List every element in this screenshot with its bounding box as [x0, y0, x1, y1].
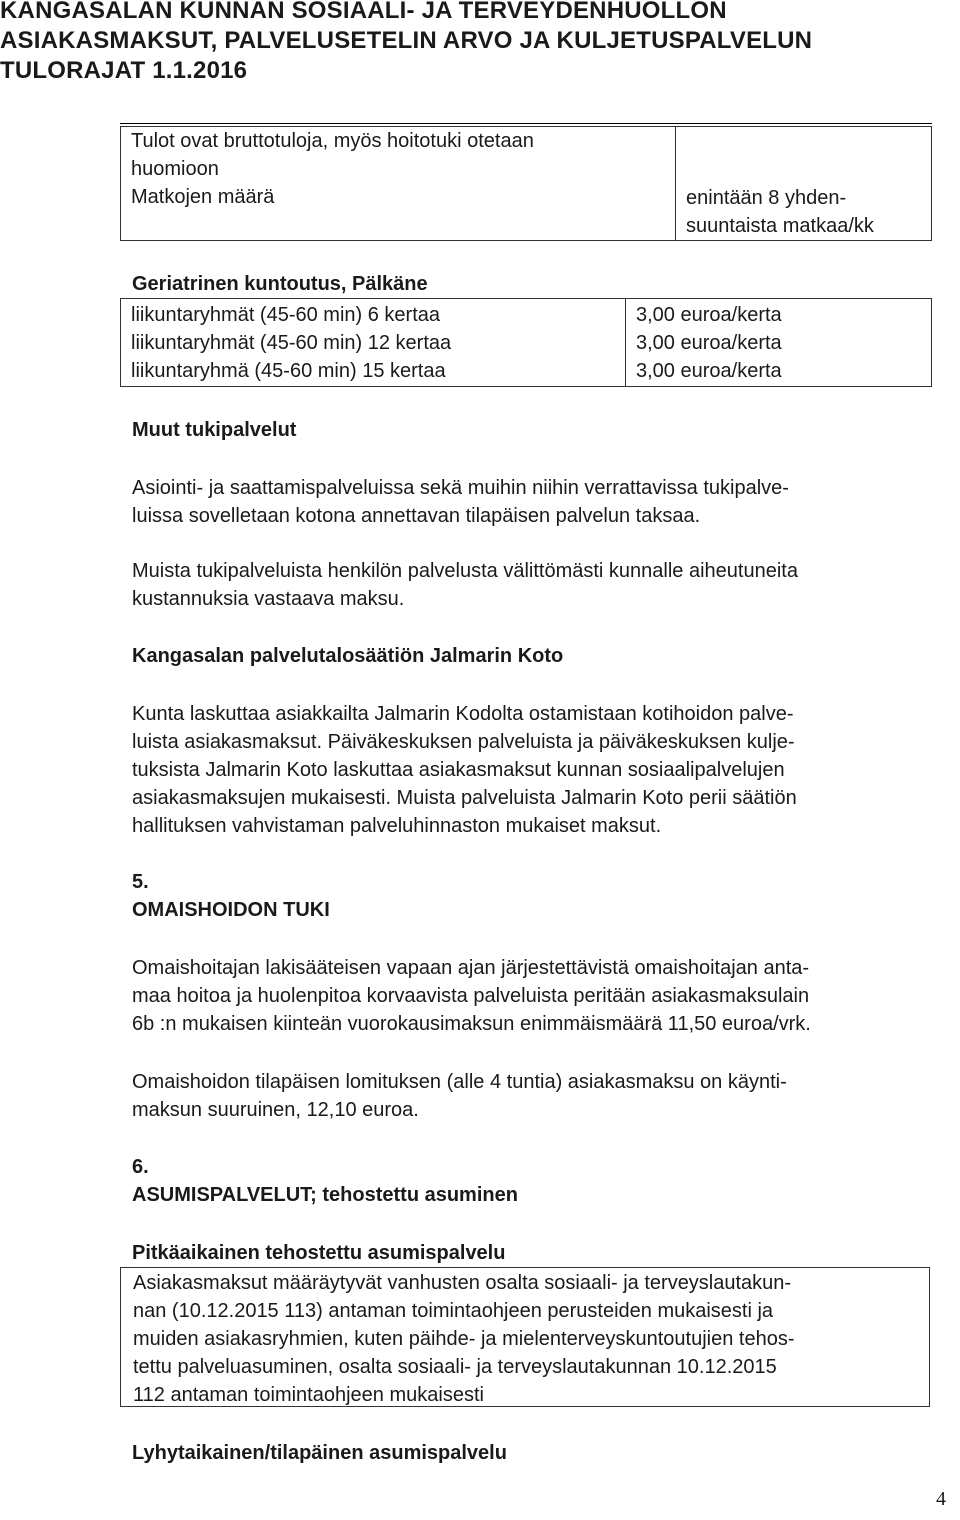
text-line: hallituksen vahvistaman palveluhinnaston mukaiset maksut.: [132, 815, 662, 837]
section-5-paragraph-2: [132, 1068, 932, 1124]
header-line-1: KANGASALAN KUNNAN SOSIAALI- JA TERVEYDENHUOLLON: [0, 0, 727, 24]
text-line: tuksista Jalmarin Koto laskuttaa asiakasmaksut kunnan sosiaalipalvelujen: [132, 759, 785, 781]
section-5-number: 5.: [132, 871, 149, 893]
text-line: Kunta laskuttaa asiakkailta Jalmarin Kodolta ostamistaan kotihoidon palve-: [132, 703, 794, 725]
text-line: tettu palveluasuminen, osalta sosiaali- ja terveyslautakunnan 10.12.2015: [133, 1356, 777, 1378]
geriatric-row-price: 3,00 euroa/kerta: [636, 360, 782, 382]
income-note-line-1: Tulot ovat bruttotuloja, myös hoitotuki otetaan: [131, 130, 534, 152]
text-line: Muista tukipalveluista henkilön palvelusta välittömästi kunnalle aiheutuneita: [132, 560, 798, 582]
jalmari-paragraph: [132, 700, 932, 840]
muut-paragraph-1: [132, 474, 932, 530]
text-line: luista asiakasmaksut. Päiväkeskuksen palveluista ja päiväkeskuksen kulje-: [132, 731, 795, 753]
header-line-2: ASIAKASMAKSUT, PALVELUSETELIN ARVO JA KULJETUSPALVELUN: [0, 27, 813, 54]
trips-table: [120, 126, 932, 241]
geriatric-table: [120, 298, 932, 387]
income-note-line-2: huomioon: [131, 158, 219, 180]
trips-limit-line-2: suuntaista matkaa/kk: [686, 215, 874, 237]
page-number: 4: [936, 1488, 946, 1510]
text-line: 112 antaman toimintaohjeen mukaisesti: [133, 1384, 484, 1406]
text-line: nan (10.12.2015 113) antaman toimintaohjeen perusteiden mukaisesti ja: [133, 1300, 774, 1322]
geriatric-title: Geriatrinen kuntoutus, Pälkäne: [132, 273, 428, 295]
text-line: Omaishoidon tilapäisen lomituksen (alle 4 tuntia) asiakasmaksu on käynti-: [132, 1071, 787, 1093]
section-6-subheading: Pitkäaikainen tehostettu asumispalvelu: [132, 1242, 506, 1264]
trips-table-left-cell: [121, 127, 676, 241]
document-header: [0, 0, 960, 86]
geriatric-row-label: liikuntaryhmät (45-60 min) 12 kertaa: [131, 332, 452, 354]
geriatric-row-price: 3,00 euroa/kerta: [636, 332, 782, 354]
geriatric-row-label: liikuntaryhmä (45-60 min) 15 kertaa: [131, 360, 446, 382]
text-line: Asiointi- ja saattamispalveluissa sekä muihin niihin verrattavissa tukipalve-: [132, 477, 789, 499]
text-line: Omaishoitajan lakisääteisen vapaan ajan järjestettävistä omaishoitajan anta-: [132, 957, 810, 979]
header-rule: [120, 123, 932, 124]
section-5-paragraph-1: [132, 954, 960, 1038]
section-6-subheading-2: Lyhytaikainen/tilapäinen asumispalvelu: [132, 1442, 507, 1464]
text-line: maa hoitoa ja huolenpitoa korvaavista palveluista peritään asiakasmaksulain: [132, 985, 810, 1007]
text-line: luissa sovelletaan kotona annettavan tilapäisen palvelun taksaa.: [132, 505, 701, 527]
geriatric-prices-cell: [626, 299, 932, 387]
trips-label: Matkojen määrä: [131, 186, 275, 208]
muut-paragraph-2: [132, 557, 932, 613]
jalmari-heading: Kangasalan palvelutalosäätiön Jalmarin Koto: [132, 645, 564, 667]
muut-heading: Muut tukipalvelut: [132, 419, 297, 441]
header-line-3: TULORAJAT 1.1.2016: [0, 57, 248, 84]
text-line: maksun suuruinen, 12,10 euroa.: [132, 1099, 419, 1121]
text-line: 6b :n mukaisen kiinteän vuorokausimaksun enimmäismäärä 11,50 euroa/vrk.: [132, 1013, 811, 1035]
section-6-box: [120, 1267, 930, 1407]
text-line: kustannuksia vastaava maksu.: [132, 588, 405, 610]
text-line: Asiakasmaksut määräytyvät vanhusten osalta sosiaali- ja terveyslautakun-: [133, 1272, 792, 1294]
geriatric-row-price: 3,00 euroa/kerta: [636, 304, 782, 326]
section-5-title: OMAISHOIDON TUKI: [132, 899, 330, 921]
section-6-number: 6.: [132, 1156, 149, 1178]
text-line: muiden asiakasryhmien, kuten päihde- ja mielenterveyskuntoutujien tehos-: [133, 1328, 795, 1350]
geriatric-labels-cell: [121, 299, 626, 387]
section-6-title: ASUMISPALVELUT; tehostettu asuminen: [132, 1184, 518, 1206]
trips-limit-line-1: enintään 8 yhden-: [686, 187, 847, 209]
trips-table-right-cell: [676, 127, 932, 241]
text-line: asiakasmaksujen mukaisesti. Muista palveluista Jalmarin Koto perii säätiön: [132, 787, 797, 809]
geriatric-row-label: liikuntaryhmät (45-60 min) 6 kertaa: [131, 304, 441, 326]
